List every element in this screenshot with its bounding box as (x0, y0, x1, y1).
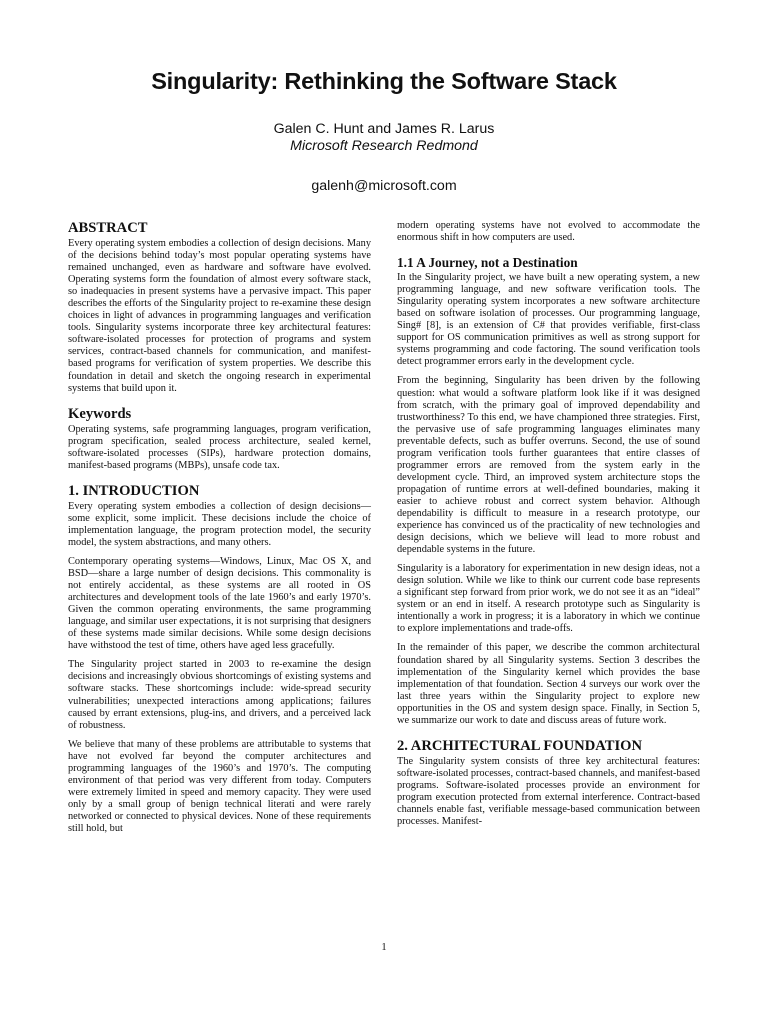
intro-paragraph-4: We believe that many of these problems are attributable to systems that have not evolved far beyond the computer architectures and programming languages of the 1960’s and 1970’s. The computing environment of that period was very different from today. Computers were extremely limited in speed and memory capacity. They were used only by a small group of benign technical literati and were rarely networked or connected to physical devices. None of these requirements still hold, but (68, 738, 371, 834)
abstract-heading: ABSTRACT (68, 220, 148, 236)
introduction-heading: 1. INTRODUCTION (68, 482, 200, 499)
keywords-heading: Keywords (68, 405, 132, 422)
journey-paragraph-3: Singularity is a laboratory for experimentation in new design ideas, not a design solution. While we like to think our current code base represents a significant step forward from prior work, we do not see it as an “ideal” system or an end in itself. A research prototype such as Singularity is intentionally a work in progress; it is a laboratory in which we continue to explore implementations and trade-offs. (397, 563, 700, 635)
page-number: 1 (381, 942, 387, 953)
right-column (397, 220, 700, 835)
architecture-paragraph-1: The Singularity system consists of three key architectural features: software-isolated processes, contract-based channels, and manifest-based programs. Software-isolated processes provide an environment for program execution protected from external interference. Contract-based channels enable fast, verifiable message-based communication between processes. Manifest- (397, 755, 701, 828)
journey-subheading: 1.1 A Journey, not a Destination (397, 255, 578, 271)
paper-affiliation: Microsoft Research Redmond (290, 138, 478, 154)
intro-paragraph-3: The Singularity project started in 2003 to re-examine the design decisions and increasingly obvious shortcomings of existing systems and software stacks. These shortcomings include: wide-spread security vulnerabilities; unexpected interactions among applications; failures caused by errant extensions, plug-ins, and drivers, and a perceived lack of robustness. (68, 659, 371, 731)
paper-title: Singularity: Rethinking the Software Stack (151, 68, 617, 94)
architecture-heading: 2. ARCHITECTURAL FOUNDATION (397, 737, 643, 754)
left-column (68, 220, 371, 842)
intro-paragraph-2: Contemporary operating systems—Windows, Linux, Mac OS X, and BSD—share a large number of design decisions. This commonality is not entirely accidental, as these systems are all rooted in OS architectures and development tools of the late 1960’s and early 1970’s. Given the common operating environments, the same programming language, and similar user expectations, it is not surprising that designers of these systems made similar decisions. While some design decisions have withstood the test of time, others have aged less gracefully. (68, 555, 371, 652)
journey-paragraph-4: In the remainder of this paper, we describe the common architectural foundation shared by all Singularity systems. Section 3 describes the implementation of the Singularity kernel which provides the base implementation of that foundation. Section 4 surveys our work over the last three years within the Singularity project to explore new opportunities in the OS and system design space. Finally, in Section 5, we summarize our work to date and discuss areas of future work. (397, 642, 700, 726)
intro-paragraph-1: Every operating system embodies a collection of design decisions—some explicit, some implicit. These decisions include the choice of implementation language, the program protection model, the security model, the system abstractions, and many others. (68, 500, 371, 548)
journey-paragraph-1: In the Singularity project, we have built a new operating system, a new programming language, and new software verification tools. The Singularity operating system incorporates a new software architecture based on software isolation of processes. Our programming language, Sing# [8], is an extension of C# that provides verifiable, first-class support for OS communication primitives as well as strong support for systems programming and code factoring. The sound verification tools detect programmer errors early in the development cycle. (397, 272, 700, 368)
journey-paragraph-2: From the beginning, Singularity has been driven by the following question: what would a software platform look like if it was designed from scratch, with the primary goal of improved dependability and trustworthiness? To this end, we have championed three strategies. First, the pervasive use of safe programming languages eliminates many preventable defects, such as buffer overruns. Second, the use of sound program verification tools further guarantees that entire classes of programmer errors are removed from the system early in the development cycle. Third, an improved system architecture stops the propagation of runtime errors at well-defined boundaries, making it easier to achieve robust and correct system behavior. Although dependability is difficult to measure in a research prototype, our experience has convinced us of the practicality of new technologies and design decisions, which we believe will lead to more robust and dependable systems in the future. (397, 375, 700, 556)
abstract-text: Every operating system embodies a collection of design decisions. Many of the decisions behind today’s most popular operating systems have remained unchanged, even as hardware and software have evolved. Operating systems form the foundation of almost every software stack, so inadequacies in present systems have a pervasive impact. This paper describes the efforts of the Singularity project to re-examine these design choices in light of advances in programming languages and verification tools. Singularity systems incorporate three key architectural features: software-isolated processes for protection of programs and system services, contract-based channels for communication, and manifest-based programs for verification of system properties. We describe this foundation in detail and sketch the ongoing research in experimental systems that build upon it. (68, 238, 371, 394)
continued-paragraph: modern operating systems have not evolved to accommodate the enormous shift in how computers are used. (397, 220, 700, 244)
paper-authors: Galen C. Hunt and James R. Larus (273, 121, 495, 137)
author-email: galenh@microsoft.com (311, 178, 457, 194)
keywords-text: Operating systems, safe programming languages, program verification, program specification, sealed process architecture, sealed kernel, software-isolated processes (SIPs), hardware protection domains, manifest-based programs (MBPs), unsafe code tax. (68, 423, 371, 471)
